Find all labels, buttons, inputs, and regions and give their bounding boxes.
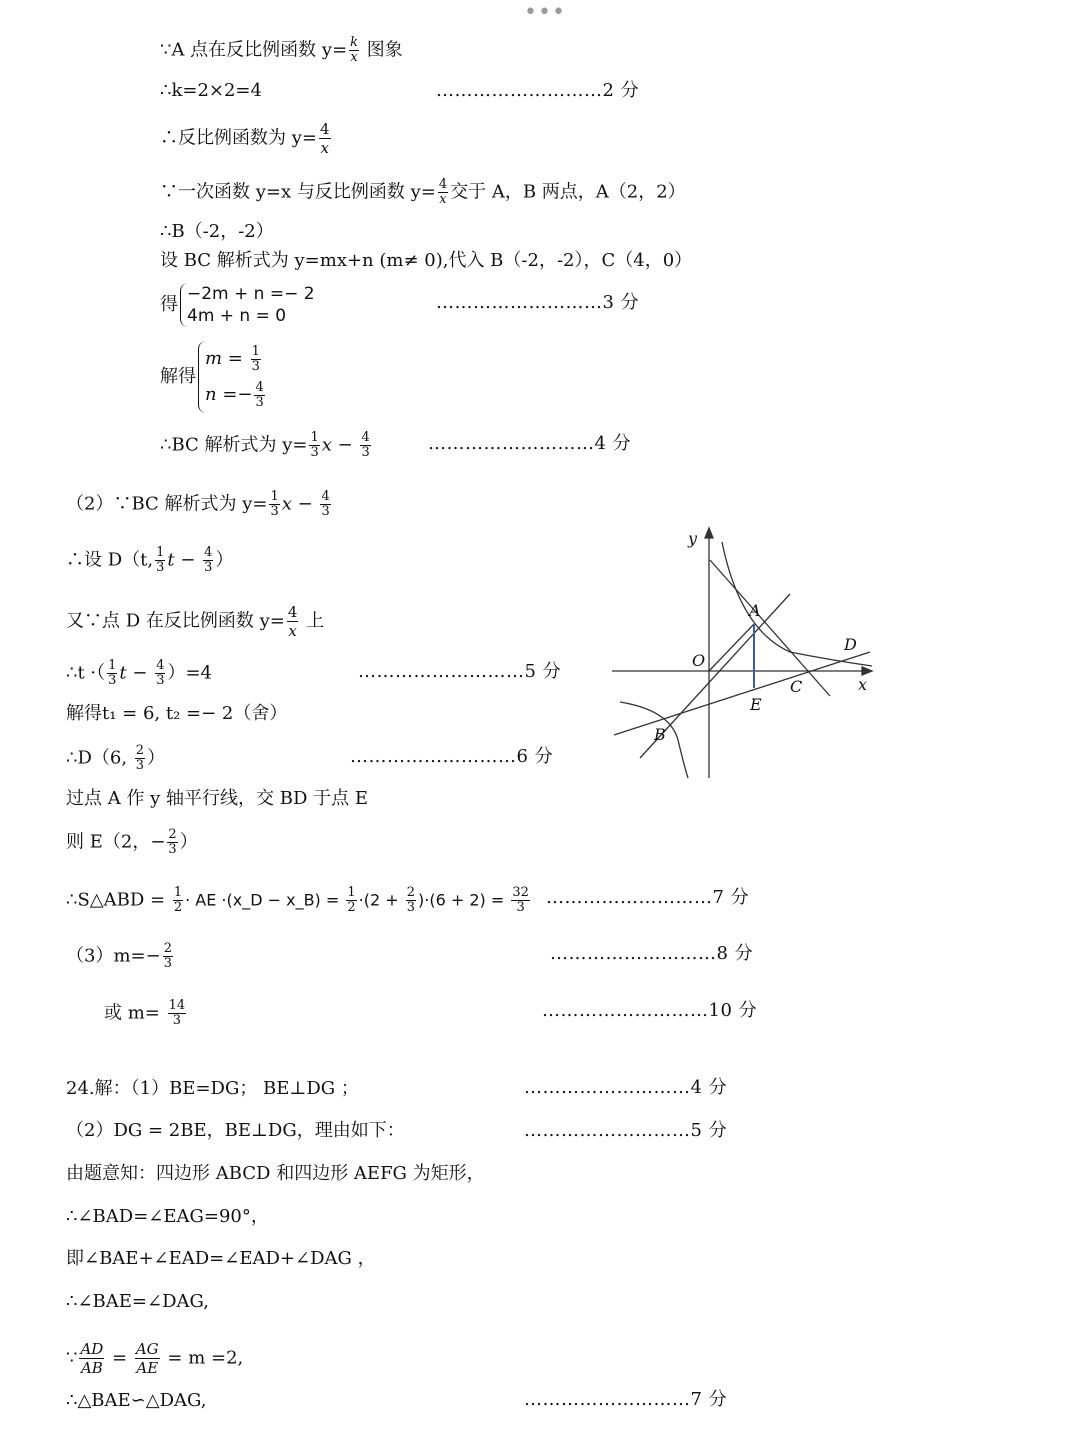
score-mark: ………………………10 分 [542,1000,758,1021]
fraction: $\frac{4}{x}$ [319,120,330,157]
fraction: $\frac{AG}{AE}$ [135,1340,159,1377]
q24-line-6: ∴∠BAE=∠DAG, [66,1291,209,1312]
p2-line-3: 又∵点 D 在反比例函数 y= $\frac{4}{x}$ 上 [66,603,325,640]
score-mark: ………………………5 分 [358,661,562,682]
label-y: y [688,529,698,548]
p1-line-1 [160,36,403,65]
line-bd [614,652,870,735]
q24-line-3: 由题意知：四边形 ABCD 和四边形 AEFG 为矩形， [66,1163,485,1184]
q24-line-7: ∵ $\frac{AD}{AB}$ = $\frac{AG}{AE}$ = m =2, [66,1340,244,1377]
score-mark: ………………………7 分 [524,1389,728,1410]
line-ac [710,560,830,696]
p2-line-6: ∴D（6, $\frac{2}{3}$ ） [66,743,166,773]
score-mark: ………………………7 分 [546,887,750,908]
score-mark: ………………………8 分 [550,943,754,964]
p1-line-8: 解得 m = $\frac{1}{3}$ n =− $\frac{4}{3}$ [160,341,267,413]
fraction: $\frac{32}{3}$ [512,885,529,915]
score-mark: ………………………3 分 [436,292,640,313]
p1-line-4: ∵一次函数 y=x 与反比例函数 y= $\frac{4}{x}$ 交于 A，B 两点，A（2，2） [160,177,686,207]
p2-line-4: ∴t ·（ $\frac{1}{3}$ t − $\frac{4}{3}$ ）=4 [66,658,213,688]
fraction: $\frac{2}{3}$ [168,827,177,857]
fraction: $\frac{4}{3}$ [321,489,330,519]
p1-line-9: ∴BC 解析式为 y= $\frac{1}{3}$ x − $\frac{4}{3}$ [160,430,370,460]
p2-line-5: 解得t₁ = 6, t₂ =− 2（舍） [66,703,288,724]
p2-line-9: ∴S△ABD = $\frac{1}{2}$ · AE ·(x_D − x_B) = $\frac{1}{2}$ ·(2 + $\frac{2}{3}$ )·(6 + 2) = $\frac{32}{3}$ [66,885,529,915]
label-o: O [692,651,706,670]
fraction: $\frac{1}{3}$ [251,343,260,374]
label-e: E [750,695,762,714]
fraction: $\frac{1}{3}$ [310,430,319,460]
label-a: A [749,601,761,620]
p2-line-2: ∴设 D（t, $\frac{1}{3}$ t − $\frac{4}{3}$ ） [66,545,234,575]
y-axis-arrow [705,528,713,538]
fraction: $\frac{1}{2}$ [347,885,356,915]
fraction: $\frac{1}{3}$ [270,489,279,519]
equation-system: m = $\frac{1}{3}$ n =− $\frac{4}{3}$ [198,341,267,413]
fraction: $\frac{4}{3}$ [255,379,264,410]
fraction: $\frac{1}{3}$ [108,658,117,688]
q24-line-8: ∴△BAE∽△DAG, [66,1390,207,1411]
p3-line-2: 或 m= $\frac{14}{3}$ [104,998,186,1028]
fraction: $\frac{2}{3}$ [135,743,145,773]
text: ∵A 点在反比例函数 y= [160,39,348,61]
fraction: $\frac{2}{3}$ [163,941,172,971]
p1-line-3: ∴反比例函数为 y= $\frac{4}{x}$ [160,120,330,157]
q24-line-2: （2）DG = 2BE，BE⊥DG，理由如下： [66,1120,405,1141]
fraction: $\frac{1}{2}$ [173,885,183,915]
x-axis-arrow [862,667,872,675]
q24-line-4: ∴∠BAD=∠EAG=90°， [66,1206,269,1227]
p3-line-1: （3）m=− $\frac{2}{3}$ [66,941,172,971]
fraction: $\frac{AD}{AB}$ [80,1340,104,1377]
equation-system: −2m + n =− 2 4m + n = 0 [180,283,315,327]
fraction: $\frac{4}{3}$ [156,658,165,688]
score-mark: ………………………4 分 [524,1077,728,1098]
p1-line-5: ∴B（-2，-2） [160,221,274,242]
p2-line-8: 则 E（2，− $\frac{2}{3}$ ） [66,827,198,857]
menu-dots[interactable]: ••• [524,0,566,25]
fraction: $\frac{4}{x}$ [438,177,448,207]
text: 图象 [361,39,403,61]
q24-line-5: 即∠BAE+∠EAD=∠EAD+∠DAG ， [66,1248,376,1269]
score-mark: ………………………2 分 [436,80,640,101]
score-mark: ………………………5 分 [524,1120,728,1141]
p1-line-7: 得 −2m + n =− 2 4m + n = 0 [160,284,315,326]
fraction: $\frac{4}{3}$ [204,545,213,575]
score-mark: ………………………6 分 [350,746,554,767]
fraction: $\frac{1}{3}$ [156,545,165,575]
fraction: $\frac{2}{3}$ [406,885,416,915]
segment-oa [709,624,754,671]
p1-line-2: ∴k=2×2=4 [160,80,262,101]
p2-line-7: 过点 A 作 y 轴平行线，交 BD 于点 E [66,788,369,809]
fraction: $\frac{k}{x}$ [350,35,359,65]
label-c: C [790,677,803,696]
q24-line-1: 24.解：（1）BE=DG； BE⊥DG ； [66,1078,359,1099]
label-d: D [844,635,857,654]
label-x: x [858,675,868,694]
fraction: $\frac{4}{3}$ [361,430,370,460]
fraction: $\frac{14}{3}$ [168,998,186,1028]
p1-line-6: 设 BC 解析式为 y=mx+n (m≠ 0),代入 B（-2，-2），C（4，0） [160,250,693,271]
score-mark: ………………………4 分 [428,433,632,454]
fraction: $\frac{4}{x}$ [287,603,298,640]
coordinate-graph [600,520,890,790]
label-b: B [654,725,666,744]
p2-line-1: （2）∵BC 解析式为 y= $\frac{1}{3}$ x − $\frac{4}{3}$ [66,489,330,519]
